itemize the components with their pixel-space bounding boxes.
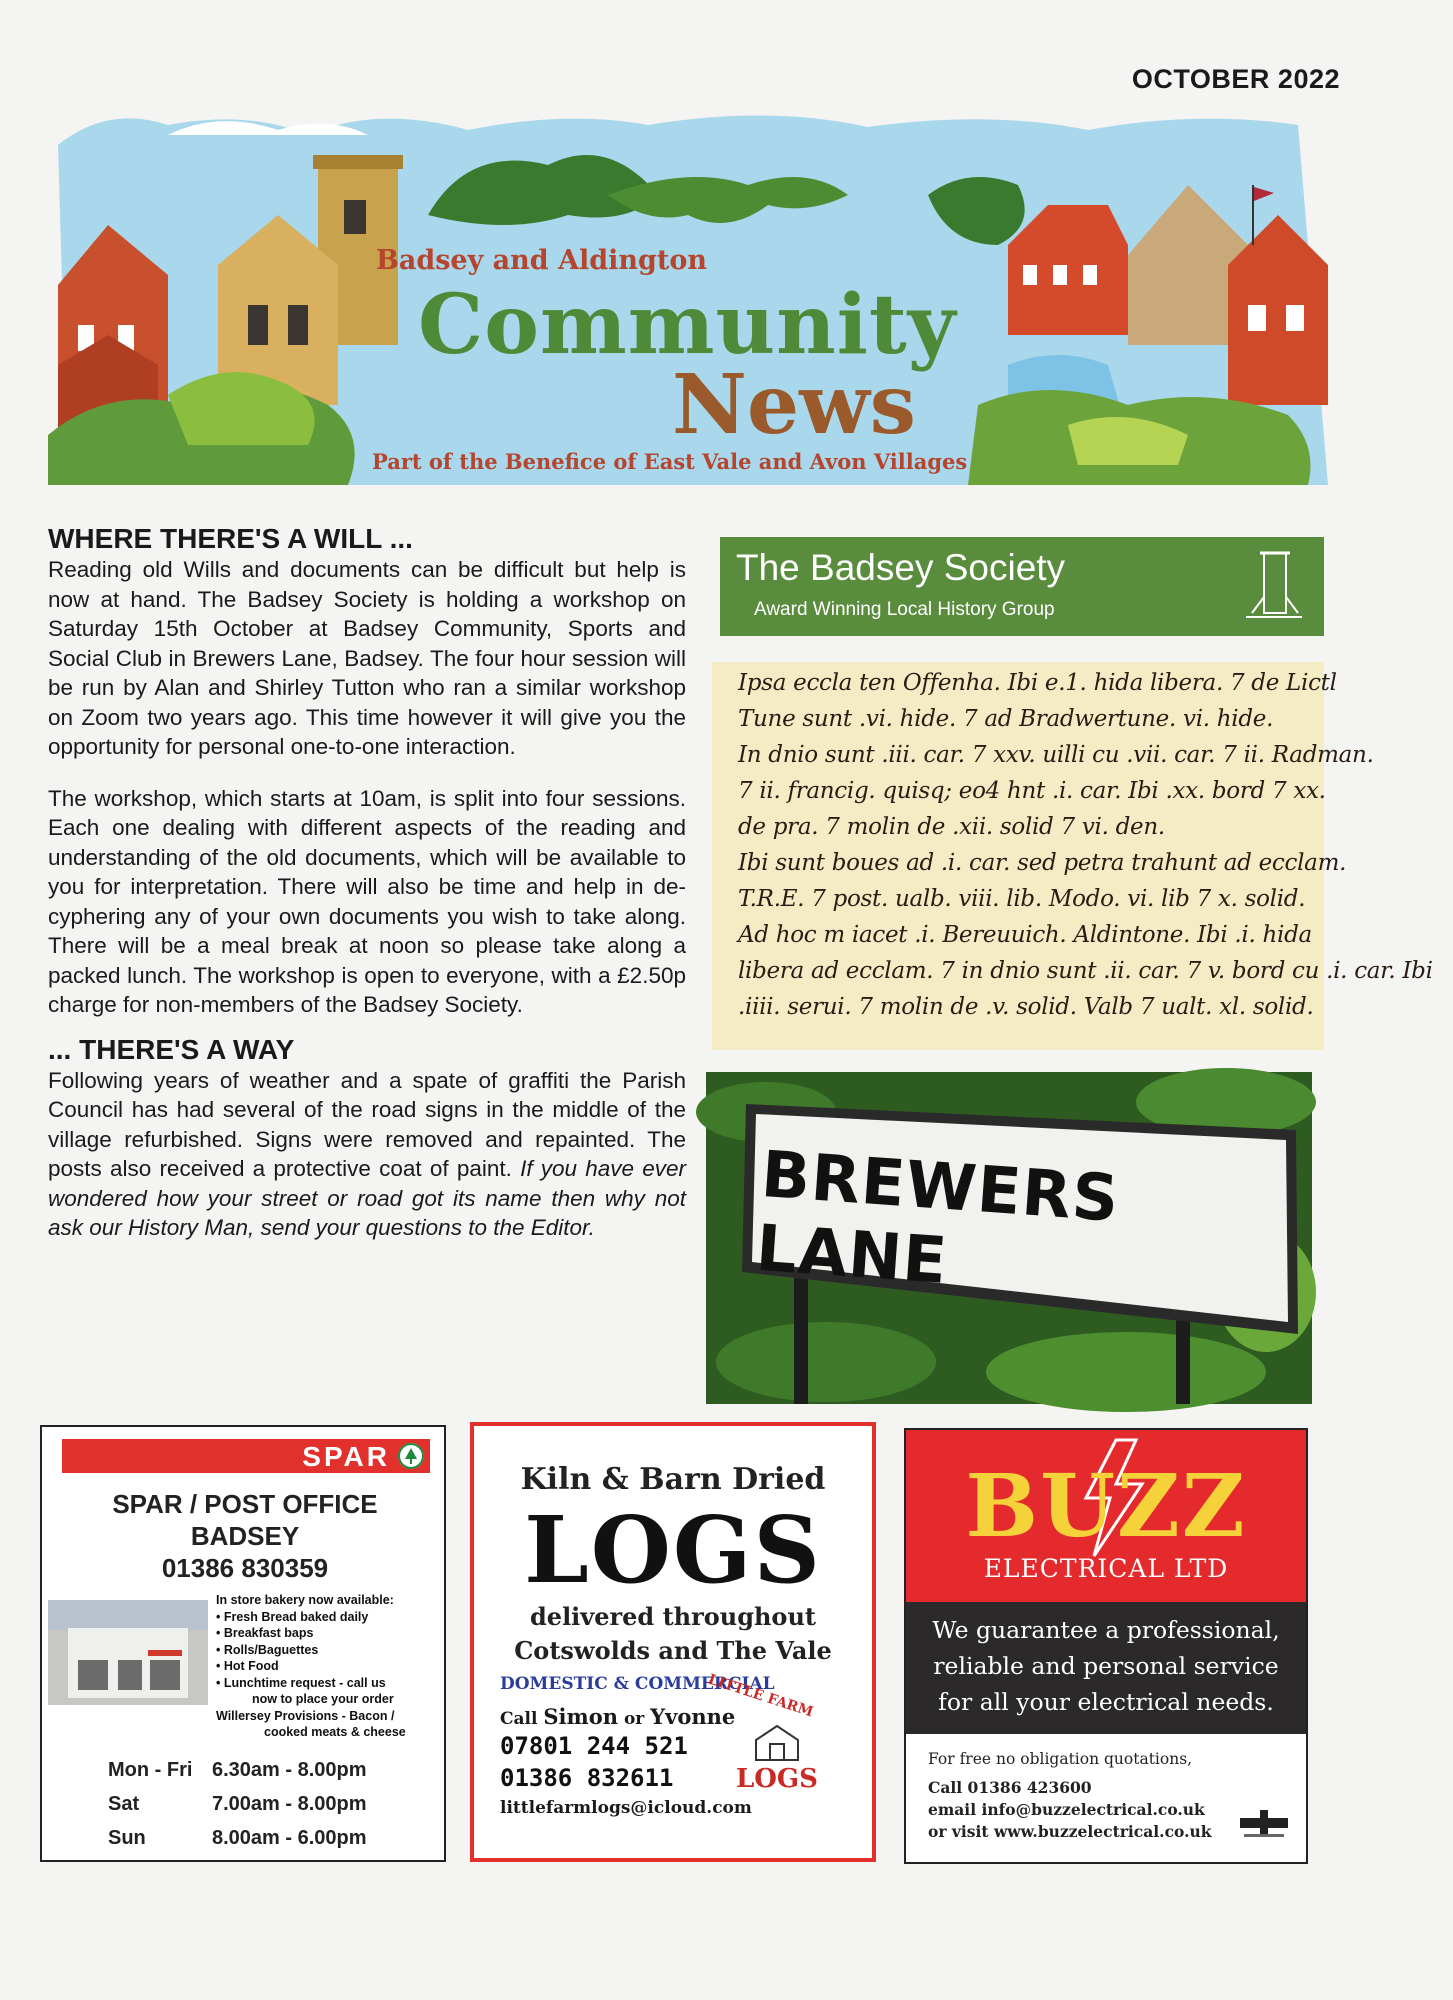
badsey-society-subtitle: Award Winning Local History Group — [754, 599, 1055, 620]
manuscript-line: T.R.E. 7 post. ualb. viii. lib. Modo. vi. lib 7 x. solid. — [738, 886, 1306, 912]
hours-time: 8.00am - 6.00pm — [212, 1827, 367, 1849]
buzz-phone: Call 01386 423600 — [928, 1778, 1092, 1797]
article-paragraph-3-text: Following years of weather and a spate of graffiti the Parish Council has had several of the road signs in the middle of the village refurbished. Signs were removed and repainted. The posts also received a protective coat of paint. — [48, 1067, 686, 1181]
logs-phone-mobile: 07801 244 521 — [500, 1732, 688, 1760]
list-item: In store bakery now available: — [216, 1593, 394, 1607]
masthead-title-community: Community — [418, 277, 957, 373]
logs-delivery-line: delivered throughout — [530, 1602, 816, 1631]
spar-bakery-list — [216, 1592, 406, 1741]
barn-icon — [752, 1722, 802, 1762]
spar-location: BADSEY — [190, 1521, 300, 1551]
badsey-society-banner — [720, 537, 1324, 636]
hours-time: 7.00am - 8.00pm — [212, 1793, 367, 1815]
article-heading-way: ... THERE'S A WAY — [48, 1033, 295, 1065]
masthead-title-news: News — [672, 357, 916, 453]
buzz-logo: BUZZ — [965, 1456, 1247, 1557]
list-item: • Rolls/Baguettes — [216, 1642, 319, 1657]
list-item: • Hot Food — [216, 1659, 279, 1673]
masthead-tagline: Part of the Benefice of East Vale and Avon Villages — [372, 449, 968, 474]
spar-opening-hours — [108, 1759, 367, 1861]
spar-logo-bar — [62, 1439, 430, 1473]
list-item: cooked meats & cheese — [264, 1725, 406, 1739]
masthead — [48, 105, 1338, 485]
logs-or: or — [618, 1709, 651, 1729]
manuscript-line: Ibi sunt boues ad .i. car. sed petra trahunt ad ecclam. — [738, 850, 1347, 876]
buzz-quotation-line: For free no obligation quotations, — [928, 1750, 1193, 1768]
domesday-manuscript-image — [712, 662, 1433, 1050]
logs-domestic-commercial: DOMESTIC & COMMERCIAL — [500, 1674, 775, 1694]
spar-advert — [40, 1425, 446, 1862]
spar-logo: SPAR — [302, 1441, 390, 1472]
article-paragraph-1: Reading old Wills and documents can be difficult but help is now at hand. The Badsey Society is holding a workshop on Saturday 15th October at Badsey Community, Sports and Social Club in Brewers Lane, Badsey. The four hour session will be run by Alan and Shirley Tutton who ran a similar workshop on Zoom two years ago. This time however it will give you the opportunity for personal one-to-one interaction. — [48, 557, 686, 759]
hours-row — [108, 1793, 367, 1827]
manuscript-line: 7 ii. francig. quisq; eo4 hnt .i. car. Ibi .xx. bord 7 xx. — [738, 778, 1326, 804]
manuscript-line: Ipsa eccla ten Offenha. Ibi e.1. hida libera. 7 de Lictl — [738, 670, 1337, 696]
article-paragraph-3 — [48, 1066, 686, 1243]
manuscript-line: de pra. 7 molin de .xii. solid 7 vi. den. — [738, 814, 1165, 840]
article-paragraph-3-italic: If you have ever wondered how your street or road got its name then why not ask our History Man, send your questions to the Editor. — [48, 1156, 686, 1240]
brewers-lane-sign-text: BREWERS LANE — [753, 1138, 1122, 1300]
buzz-guarantee-line: for all your electrical needs. — [938, 1688, 1274, 1716]
article-heading-will: WHERE THERE'S A WILL ... — [48, 523, 413, 554]
brewers-lane-sign-photo — [706, 1072, 1312, 1404]
list-item: now to place your order — [252, 1692, 394, 1706]
buzz-logo-panel — [906, 1430, 1306, 1602]
logs-call-prefix: Call — [500, 1709, 544, 1729]
manuscript-line: Tune sunt .vi. hide. 7 ad Bradwertune. vi. hide. — [738, 706, 1274, 732]
list-item: • Lunchtime request - call us — [216, 1675, 386, 1690]
article-paragraph-2: The workshop, which starts at 10am, is split into four sessions. Each one dealing with different aspects of the reading and understanding of the old documents, which will be available to you for interpretation. There will also be time and help in de-cyphering any of your own documents you wish to take along. There will be a meal break at noon so please take along a packed lunch. The workshop is open to everyone, with a £2.50p charge for non-members of the Badsey Society. — [48, 785, 686, 1017]
manuscript-line: libera ad ecclam. 7 in dnio sunt .ii. car. 7 v. bord cu .i. car. Ibi — [738, 958, 1433, 984]
hours-day: Sun — [108, 1827, 146, 1849]
list-item: • Breakfast baps — [216, 1626, 314, 1640]
manuscript-line: Ad hoc m iacet .i. Bereuuich. Aldintone. Ibi .i. hida — [738, 922, 1312, 948]
logs-phone-landline: 01386 832611 — [500, 1764, 674, 1792]
logs-advert — [470, 1422, 876, 1862]
buzz-website: or visit www.buzzelectrical.co.uk — [928, 1822, 1212, 1841]
church-tower-icon — [1242, 547, 1306, 627]
masthead-subtitle: Badsey and Aldington — [376, 245, 708, 276]
buzz-ltd: ELECTRICAL LTD — [983, 1554, 1229, 1583]
hours-row — [108, 1827, 367, 1861]
logs-headline: Kiln & Barn Dried — [520, 1462, 826, 1497]
logs-email: littlefarmlogs@icloud.com — [500, 1798, 752, 1818]
article — [48, 523, 686, 1243]
shop-photo — [48, 1600, 208, 1705]
hours-row — [108, 1759, 367, 1793]
spar-title: SPAR / POST OFFICE — [112, 1489, 378, 1519]
badsey-society-title: The Badsey Society — [736, 547, 1066, 588]
hours-day: Sat — [108, 1793, 140, 1815]
issue-date: OCTOBER 2022 — [1131, 64, 1340, 94]
niceic-badge-icon — [1238, 1808, 1290, 1842]
logs-area-line: Cotswolds and The Vale — [514, 1636, 832, 1665]
little-farm-label: LITTLE FARM — [706, 1671, 816, 1721]
hours-day: Mon - Fri — [108, 1759, 193, 1781]
manuscript-line: In dnio sunt .iii. car. 7 xxv. uilli cu .vii. car. 7 ii. Radman. — [738, 742, 1374, 768]
little-farm-logs-label: LOGS — [736, 1764, 818, 1794]
buzz-electrical-advert — [904, 1428, 1308, 1864]
buzz-email: email info@buzzelectrical.co.uk — [928, 1800, 1205, 1819]
buzz-guarantee-panel — [906, 1602, 1306, 1734]
logs-contact-names — [500, 1704, 735, 1729]
logs-name-simon: Simon — [543, 1704, 619, 1729]
hours-time: 6.30am - 8.00pm — [212, 1759, 367, 1781]
spar-tree-icon — [398, 1443, 424, 1469]
spar-phone: 01386 830359 — [161, 1553, 329, 1583]
buzz-guarantee-line: reliable and personal service — [933, 1652, 1279, 1680]
logs-name-yvonne: Yvonne — [650, 1704, 736, 1729]
list-item: Willersey Provisions - Bacon / — [216, 1708, 395, 1723]
logs-title: LOGS — [524, 1496, 822, 1604]
list-item: • Fresh Bread baked daily — [216, 1609, 369, 1624]
manuscript-line: .iiii. serui. 7 molin de .v. solid. Valb 7 ualt. xl. solid. — [738, 994, 1314, 1020]
buzz-guarantee-line: We guarantee a professional, — [932, 1616, 1280, 1644]
